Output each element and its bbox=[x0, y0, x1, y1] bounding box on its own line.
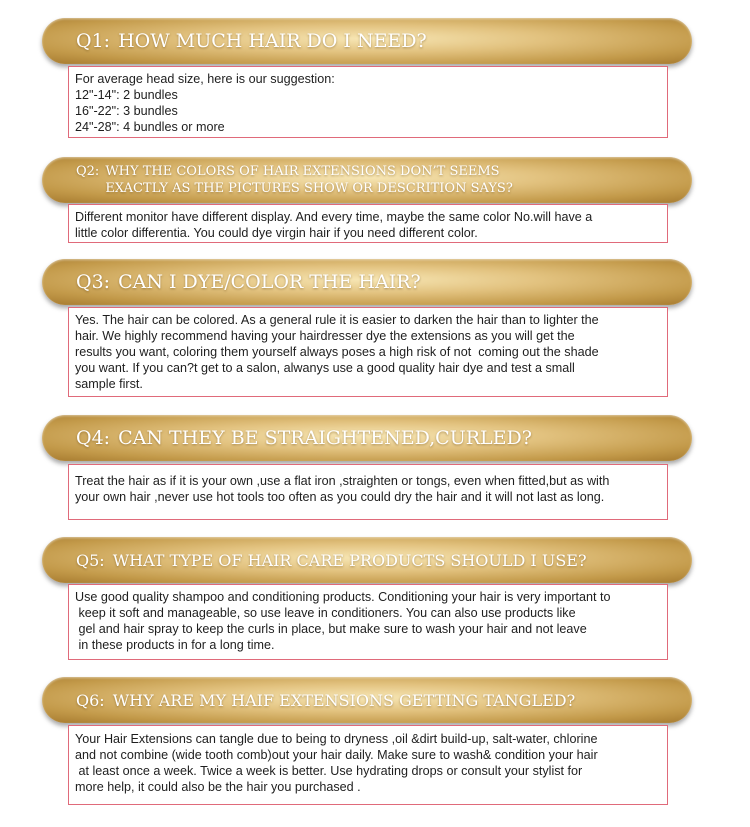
answer-line: For average head size, here is our suggestion: bbox=[75, 72, 335, 86]
question-number: Q3: bbox=[76, 271, 111, 293]
question-number: Q5: bbox=[76, 550, 105, 570]
answer-box bbox=[68, 464, 668, 520]
answer-line: hair. We highly recommend having your hairdresser dye the extensions as you will get the bbox=[75, 329, 575, 343]
question-text: WHY ARE MY HAIF EXTENSIONS GETTING TANGLED? bbox=[112, 690, 576, 710]
answer-box bbox=[68, 584, 668, 660]
question-banner bbox=[42, 259, 692, 305]
answer-line: more help, it could also be the hair you purchased . bbox=[75, 780, 361, 794]
question-text: HOW MUCH HAIR DO I NEED? bbox=[118, 30, 427, 52]
answer-line: and not combine (wide tooth comb)out your hair daily. Make sure to wash& condition your hair bbox=[75, 748, 598, 762]
answer-line: 24"-28": 4 bundles or more bbox=[75, 120, 225, 134]
question-banner bbox=[42, 415, 692, 461]
question-number: Q6: bbox=[76, 690, 105, 710]
question-text: CAN THEY BE STRAIGHTENED,CURLED? bbox=[118, 427, 532, 449]
question-text: WHY THE COLORS OF HAIR EXTENSIONS DON’T SEEMS EXACTLY AS THE PICTURES SHOW OR DESCRITION SAYS? bbox=[105, 164, 513, 196]
answer-line: Your Hair Extensions can tangle due to being to dryness ,oil &dirt build-up, salt-water, chlorine bbox=[75, 732, 598, 746]
answer-line: in these products in for a long time. bbox=[75, 638, 275, 652]
answer-line: sample first. bbox=[75, 377, 143, 391]
answer-line: 12"-14": 2 bundles bbox=[75, 88, 178, 102]
answer-line: at least once a week. Twice a week is better. Use hydrating drops or consult your stylist for bbox=[75, 764, 583, 778]
answer-box bbox=[68, 204, 668, 243]
question-number: Q1: bbox=[76, 30, 111, 52]
question-banner bbox=[42, 537, 692, 583]
answer-box bbox=[68, 66, 668, 138]
answer-line: keep it soft and manageable, so use leave in conditioners. You can also use products like bbox=[75, 606, 576, 620]
answer-line: results you want, coloring them yourself always poses a high risk of not coming out the shade bbox=[75, 345, 599, 359]
answer-line: Different monitor have different display. And every time, maybe the same color No.will have a bbox=[75, 210, 593, 224]
answer-line: your own hair ,never use hot tools too often as you could dry the hair and it will not last as long. bbox=[75, 490, 605, 504]
answer-box bbox=[68, 307, 668, 397]
answer-line: Use good quality shampoo and conditioning products. Conditioning your hair is very important to bbox=[75, 590, 611, 604]
question-banner bbox=[42, 18, 692, 64]
answer-line: you want. If you can?t get to a salon, alwanys use a good quality hair dye and test a small bbox=[75, 361, 575, 375]
question-banner bbox=[42, 157, 692, 203]
question-number: Q4: bbox=[76, 427, 111, 449]
answer-line: Yes. The hair can be colored. As a general rule it is easier to darken the hair than to lighter the bbox=[75, 313, 599, 327]
answer-line: 16"-22": 3 bundles bbox=[75, 104, 178, 118]
question-text: CAN I DYE/COLOR THE HAIR? bbox=[118, 271, 421, 293]
answer-line: little color differentia. You could dye virgin hair if you need different color. bbox=[75, 226, 478, 240]
question-number: Q2: bbox=[76, 164, 100, 179]
answer-line: gel and hair spray to keep the curls in place, but make sure to wash your hair and not leave bbox=[75, 622, 587, 636]
question-text: WHAT TYPE OF HAIR CARE PRODUCTS SHOULD I USE? bbox=[112, 550, 587, 570]
answer-line: Treat the hair as if it is your own ,use a flat iron ,straighten or tongs, even when fitted,but as with bbox=[75, 474, 610, 488]
answer-box bbox=[68, 725, 668, 805]
question-banner bbox=[42, 677, 692, 723]
